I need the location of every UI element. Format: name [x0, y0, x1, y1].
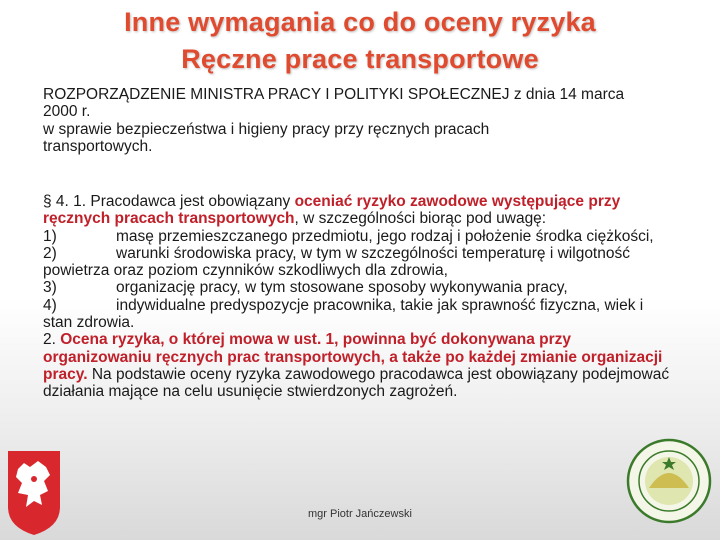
coat-of-arms-emblem-icon [4, 447, 64, 537]
list-item-number: 2) [43, 244, 57, 262]
list-item-number: 3) [43, 279, 57, 297]
paragraph-2-highlight: Ocena ryzyka, o której mowa w ust. 1, powinna być dokonywana przy organizowaniu ręcznych prac transportowych, a także po każdej zmianie organizacji pracy. [43, 331, 663, 383]
paragraph-1-suffix: , w szczególności biorąc pod uwagę: [294, 210, 547, 228]
regulation-intro [43, 86, 673, 155]
list-item-text: organizację pracy, w tym stosowane sposoby wykonywania pracy, [116, 279, 568, 297]
paragraph-1 [43, 193, 673, 228]
slide-title-line2: Ręczne prace transportowe [181, 44, 539, 74]
paragraph-2-prefix: 2. [43, 331, 61, 349]
author-footer: mgr Piotr Jańczewski [308, 508, 412, 520]
intro-line: ROZPORZĄDZENIE MINISTRA PRACY I POLITYKI SPOŁECZNEJ z dnia 14 marca [43, 86, 625, 103]
list-item-text: masę przemieszczanego przedmiotu, jego rodzaj i położenie środka ciężkości, [116, 227, 654, 245]
paragraph-2-suffix: Na podstawie oceny ryzyka zawodowego pracodawca jest obowiązany podejmować działania mające na celu usunięcie stwierdzonych zagrożeń. [43, 365, 670, 401]
slide-title-line1: Inne wymagania co do oceny ryzyka [124, 7, 596, 37]
intro-line: 2000 r. [43, 103, 91, 121]
list-item-text: warunki środowiska pracy, w tym w szczególności temperaturę i wilgotność powietrza oraz poziom czynników szkodliwych dla zdrowia, [43, 244, 630, 280]
paragraph-1-highlight: oceniać ryzyko zawodowe występujące przy ręcznych pracach transportowych [43, 193, 621, 228]
intro-line: transportowych. [43, 137, 153, 155]
list-item-text: indywidualne predyspozycje pracownika, takie jak sprawność fizyczna, wiek i stan zdrowia. [43, 296, 644, 332]
regulation-body [43, 193, 673, 401]
bhp-round-logo-icon [626, 438, 712, 524]
list-item-number: 4) [43, 296, 57, 314]
paragraph-1-prefix: § 4. 1. Pracodawca jest obowiązany [43, 193, 295, 210]
intro-line: w sprawie bezpieczeństwa i higieny pracy przy ręcznych pracach [43, 120, 490, 138]
list-item-number: 1) [43, 227, 57, 245]
paragraph-2 [43, 331, 673, 400]
